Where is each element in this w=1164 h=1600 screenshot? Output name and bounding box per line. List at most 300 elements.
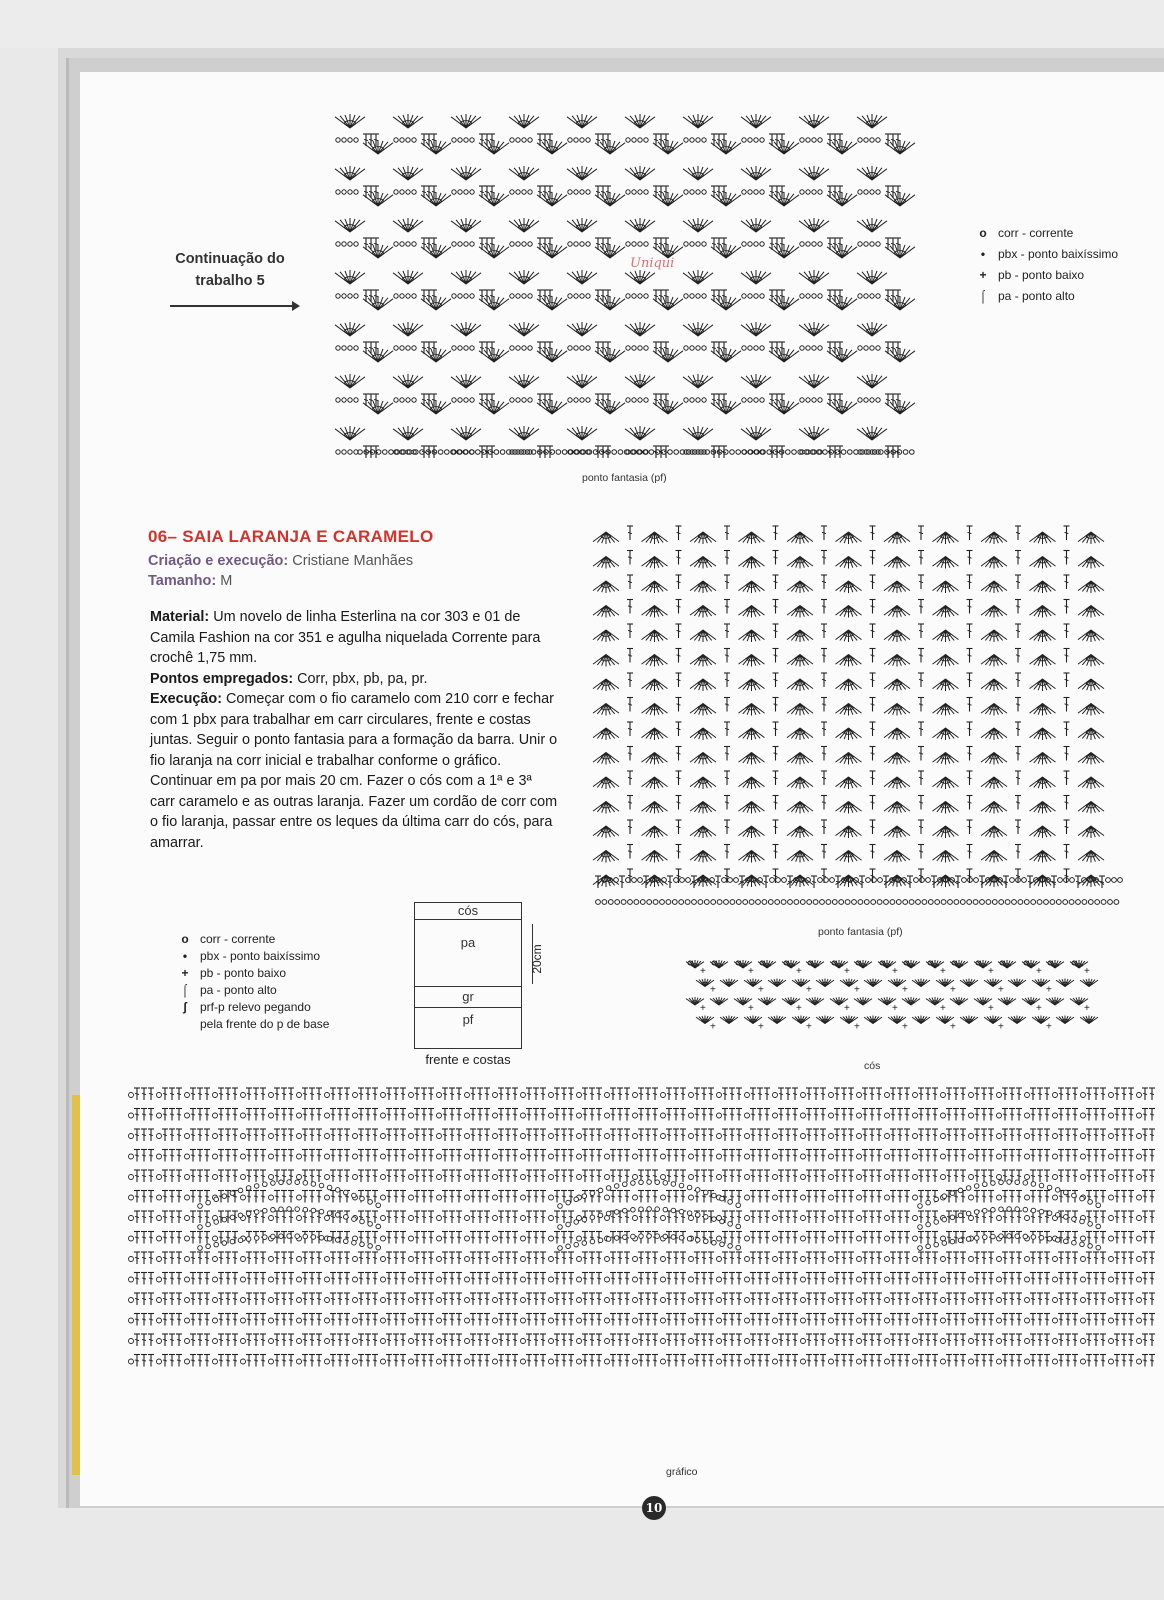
chain-stitch [263,1208,268,1213]
dc-stitch [1065,1150,1071,1162]
dc-stitch [1002,1129,1008,1141]
dc-stitch [533,1252,539,1264]
dc-stitch [134,1191,140,1203]
chain-stitch [521,1359,526,1364]
chain-stitch [568,398,572,402]
chain-stitch [818,190,822,194]
chain-stitch [470,138,474,142]
dc-stitch [1093,1232,1099,1244]
dc-stitch [946,1170,952,1182]
chain-stitch [549,1236,554,1241]
shell-fan [1008,1016,1026,1024]
dc-stitch [368,238,374,250]
chain-stitch [1023,1234,1028,1239]
shell-fan [1030,851,1056,863]
chain-stitch [997,1175,1002,1180]
chain-stitch [470,294,474,298]
dc-stitch [708,1109,714,1121]
chain-stitch [157,1298,162,1303]
chain-stitch [712,1217,717,1222]
chain-stitch [1031,1235,1036,1240]
dc-stitch [610,1191,616,1203]
dc-stitch [890,1191,896,1203]
dc-stitch [309,1088,315,1100]
shell-fan [1030,630,1056,642]
dc-stitch [652,1314,658,1326]
chain-stitch [586,138,590,142]
chain-stitch [198,1225,203,1230]
shell-fan [769,348,799,362]
chain-stitch [574,1220,579,1225]
dc-stitch [981,1273,987,1285]
chain-stitch [241,1134,246,1139]
dc-stitch [372,1088,378,1100]
shell-fan [933,606,959,618]
dc-stitch [729,1129,735,1141]
dc-stitch [848,1314,854,1326]
chain-stitch [437,1236,442,1241]
chain-stitch [452,138,456,142]
chain-stitch [336,398,340,402]
chain-stitch [206,1244,211,1249]
shell-fan [363,140,393,154]
chain-stitch [717,1339,722,1344]
dc-stitch [764,1211,770,1223]
chain-stitch [521,1093,526,1098]
dc-stitch [274,1088,280,1100]
shell-fan [537,140,567,154]
chain-stitch [689,1318,694,1323]
dc-stitch [281,1150,287,1162]
chain-stitch [577,1093,582,1098]
dc-stitch [624,1170,630,1182]
chain-stitch [1137,1236,1142,1241]
dc-stitch [288,1314,294,1326]
dc-stitch [638,1334,644,1346]
chain-stitch [876,138,880,142]
chain-stitch [577,1175,582,1180]
dc-stitch [876,1314,882,1326]
chain-stitch [605,1257,610,1262]
dc-stitch [134,1088,140,1100]
chain-stitch [1109,1277,1114,1282]
dc-stitch [904,1355,910,1367]
chain-stitch [687,1185,692,1190]
chain-stitch [1137,1154,1142,1159]
chain-stitch [360,1219,365,1224]
shell-fan [1078,630,1104,642]
chain-stitch [801,1113,806,1118]
shell-fan [595,400,625,414]
dc-stitch [337,1129,343,1141]
dc-stitch [134,1211,140,1223]
chain-stitch [516,294,520,298]
chain-stitch [702,294,706,298]
dc-stitch [652,1150,658,1162]
dc-stitch [610,1293,616,1305]
shell-fan [857,218,887,232]
dc-stitch [246,1150,252,1162]
chain-stitch [566,1244,571,1249]
dc-stitch [1121,1232,1127,1244]
dc-stitch [232,1252,238,1264]
dc-stitch [540,1232,546,1244]
shell-fan [335,218,365,232]
dc-stitch [600,134,606,146]
chain-stitch [1081,1339,1086,1344]
chain-stitch [903,450,908,455]
dc-stitch [821,673,827,687]
dc-stitch [134,1273,140,1285]
legend-label: pa - ponto alto [998,289,1075,303]
chain-stitch [522,346,526,350]
dc-stitch [722,1355,728,1367]
dc-stitch [960,1109,966,1121]
chain-stitch [327,1211,332,1216]
chain-stitch [896,900,901,905]
dc-stitch [897,1334,903,1346]
dc-stitch [596,1293,602,1305]
dc-stitch [344,1109,350,1121]
chain-stitch [687,1236,692,1241]
shell-fan [739,826,765,838]
chain-stitch [632,242,636,246]
chain-stitch [745,1359,750,1364]
chain-stitch [983,1208,988,1213]
chain-stitch [1025,1175,1030,1180]
dc-stitch [393,1232,399,1244]
chain-stitch [263,1235,268,1240]
dc-stitch [778,1232,784,1244]
chain-stitch [858,138,862,142]
dc-stitch [897,1293,903,1305]
dc-stitch [302,1334,308,1346]
chain-stitch [1053,1298,1058,1303]
dc-stitch [358,1129,364,1141]
dc-stitch [1093,1150,1099,1162]
chain-stitch [409,1359,414,1364]
dc-stitch [736,1273,742,1285]
dc-stitch [820,1273,826,1285]
dc-stitch [288,1355,294,1367]
chain-stitch [632,138,636,142]
dc-stitch [890,238,896,250]
chain-stitch [941,1236,946,1241]
chain-stitch [626,190,630,194]
chain-stitch [647,900,652,905]
shell-fan [1030,753,1056,765]
dc-stitch [666,1129,672,1141]
dc-stitch [890,1109,896,1121]
chain-stitch [241,1339,246,1344]
chain-stitch [748,242,752,246]
shell-fan [739,704,765,716]
dc-stitch [785,1334,791,1346]
dc-stitch [1093,1191,1099,1203]
chain-stitch [885,1339,890,1344]
chain-stitch [638,346,642,350]
dc-stitch [1030,1293,1036,1305]
shell-fan [769,400,799,414]
shell-fan [836,581,862,593]
chain-stitch [748,138,752,142]
chain-stitch [661,1113,666,1118]
sc-stitch: + [710,1021,716,1033]
chain-stitch [254,1184,259,1189]
chain-stitch [848,450,853,455]
dc-stitch [561,1232,567,1244]
dc-stitch [834,1293,840,1305]
chain-stitch [409,1339,414,1344]
dc-stitch [757,1355,763,1367]
dc-stitch [736,1150,742,1162]
chain-stitch [717,1113,722,1118]
dc-stitch [708,1314,714,1326]
dc-stitch [694,1252,700,1264]
chain-stitch [926,878,931,883]
dc-stitch [624,1129,630,1141]
shell-fan [393,374,423,388]
dc-stitch [1100,1191,1106,1203]
dc-stitch [764,1232,770,1244]
chain-stitch [1015,1234,1020,1239]
dc-stitch [792,1355,798,1367]
dc-stitch [918,1293,924,1305]
chain-stitch [185,1277,190,1282]
chain-stitch [1109,1195,1114,1200]
chain-stitch [885,1113,890,1118]
chain-stitch [745,1113,750,1118]
chain-stitch [406,294,410,298]
dc-stitch [260,1314,266,1326]
dc-stitch [197,1293,203,1305]
chain-stitch [745,1195,750,1200]
dc-stitch [386,1334,392,1346]
chain-stitch [885,1359,890,1364]
dc-stitch [701,1314,707,1326]
dc-stitch [505,1150,511,1162]
dc-stitch [960,1293,966,1305]
dc-stitch [1037,1170,1043,1182]
dc-stitch [724,624,730,638]
dc-stitch [393,1314,399,1326]
dc-stitch [162,1191,168,1203]
sc-stitch: + [758,1021,764,1033]
chain-stitch [644,346,648,350]
chain-stitch [935,900,940,905]
dc-stitch [330,1334,336,1346]
dc-stitch [316,1088,322,1100]
chain-stitch [1137,1113,1142,1118]
dc-stitch [414,1150,420,1162]
dc-stitch [281,1273,287,1285]
shell-fan [720,1016,738,1024]
chain-stitch [574,398,578,402]
chain-stitch [962,878,967,883]
chain-stitch [381,1154,386,1159]
dc-stitch [813,1232,819,1244]
chain-stitch [626,242,630,246]
dc-stitch [624,1191,630,1203]
dc-stitch [428,1088,434,1100]
dc-stitch [946,1334,952,1346]
shell-fan [884,704,910,716]
dc-stitch [859,876,865,888]
dc-stitch [870,796,876,810]
chain-stitch [689,1216,694,1221]
dc-stitch [568,1252,574,1264]
dc-stitch [169,1211,175,1223]
sc-stitch: + [940,966,946,977]
chain-stitch [549,1318,554,1323]
chain-stitch [1007,1207,1012,1212]
chain-stitch [549,1257,554,1262]
dc-stitch [1009,1355,1015,1367]
dc-stitch [1015,600,1021,614]
dc-stitch [512,1314,518,1326]
dc-stitch [400,1088,406,1100]
dc-stitch [512,1088,518,1100]
dc-stitch [344,1150,350,1162]
dc-stitch [1065,1252,1071,1264]
chain-stitch [605,1134,610,1139]
dc-stitch [561,1150,567,1162]
dc-stitch [309,1334,315,1346]
shell-fan [836,777,862,789]
dc-stitch [1114,1293,1120,1305]
chain-stitch [934,1197,939,1202]
dc-stitch [624,1355,630,1367]
dc-stitch [729,1170,735,1182]
chain-stitch [870,294,874,298]
dc-stitch [372,1109,378,1121]
shell-fan [787,606,813,618]
shell-fan [836,557,862,569]
shell-fan [981,606,1007,618]
dc-stitch [932,1293,938,1305]
dc-stitch [904,1129,910,1141]
dc-stitch [190,1191,196,1203]
chain-stitch [577,1298,582,1303]
dc-stitch [316,1355,322,1367]
dc-stitch [627,526,633,540]
chain-stitch [297,1318,302,1323]
shell-fan [711,192,741,206]
dc-stitch [309,1314,315,1326]
chain-stitch [1096,1245,1101,1250]
chain-stitch [336,294,340,298]
chain-stitch [1137,1093,1142,1098]
dc-stitch [792,1293,798,1305]
chain-stitch [857,1236,862,1241]
shell-fan [787,826,813,838]
dc-stitch [498,1334,504,1346]
dc-stitch [197,1170,203,1182]
schema-box [414,902,522,1049]
dc-stitch [694,1314,700,1326]
dc-stitch [870,845,876,859]
chain-stitch [621,900,626,905]
dc-stitch [337,1109,343,1121]
chain-stitch [724,900,729,905]
dc-stitch [589,1252,595,1264]
dc-stitch [778,1170,784,1182]
chain-stitch [614,1236,619,1241]
chain-stitch [801,1134,806,1139]
dc-stitch [897,1150,903,1162]
chain-stitch [406,190,410,194]
dc-stitch [589,1293,595,1305]
dc-stitch [505,1334,511,1346]
chain-stitch [325,1093,330,1098]
chain-stitch [241,1298,246,1303]
chain-stitch [1039,1183,1044,1188]
chain-stitch [1025,1257,1030,1262]
chain-stitch [997,1134,1002,1139]
dc-stitch [953,1334,959,1346]
dc-stitch [190,1293,196,1305]
dc-stitch [1044,1252,1050,1264]
chain-stitch [409,1195,414,1200]
sc-stitch: + [796,1003,802,1014]
dc-stitch [533,1109,539,1121]
dc-stitch [870,698,876,712]
chain-stitch [241,1175,246,1180]
chain-stitch [633,1093,638,1098]
dc-stitch [274,1273,280,1285]
chain-stitch [500,450,505,455]
shell-fan [690,777,716,789]
dc-stitch [1114,1129,1120,1141]
dc-stitch [1086,1088,1092,1100]
dc-stitch [1093,1088,1099,1100]
dc-stitch [456,1293,462,1305]
dc-stitch [595,238,601,250]
shell-fan [1078,532,1104,544]
chain-stitch [558,1225,563,1230]
dc-stitch [827,394,833,406]
dc-stitch [750,1170,756,1182]
dc-stitch [862,1211,868,1223]
dc-stitch [736,1170,742,1182]
dc-stitch [393,1088,399,1100]
dc-stitch [627,771,633,785]
dc-stitch [225,1150,231,1162]
dc-stitch [337,1334,343,1346]
chain-stitch [590,1191,595,1196]
dc-stitch [834,1211,840,1223]
chain-stitch [876,346,880,350]
chain-stitch [695,1238,700,1243]
dc-stitch [918,869,924,883]
dc-stitch [773,673,779,687]
dc-stitch [932,1334,938,1346]
chain-stitch [470,190,474,194]
dc-stitch [918,1314,924,1326]
shell-fan [769,244,799,258]
chain-stitch [185,1257,190,1262]
chain-stitch [687,1211,692,1216]
chain-stitch [756,900,761,905]
shell-fan [739,777,765,789]
shell-fan [363,296,393,310]
chain-stitch [381,1298,386,1303]
shell-fan [769,192,799,206]
chain-stitch [1053,1339,1058,1344]
dc-stitch [617,1334,623,1346]
dc-stitch [288,1129,294,1141]
dc-stitch [955,876,961,888]
